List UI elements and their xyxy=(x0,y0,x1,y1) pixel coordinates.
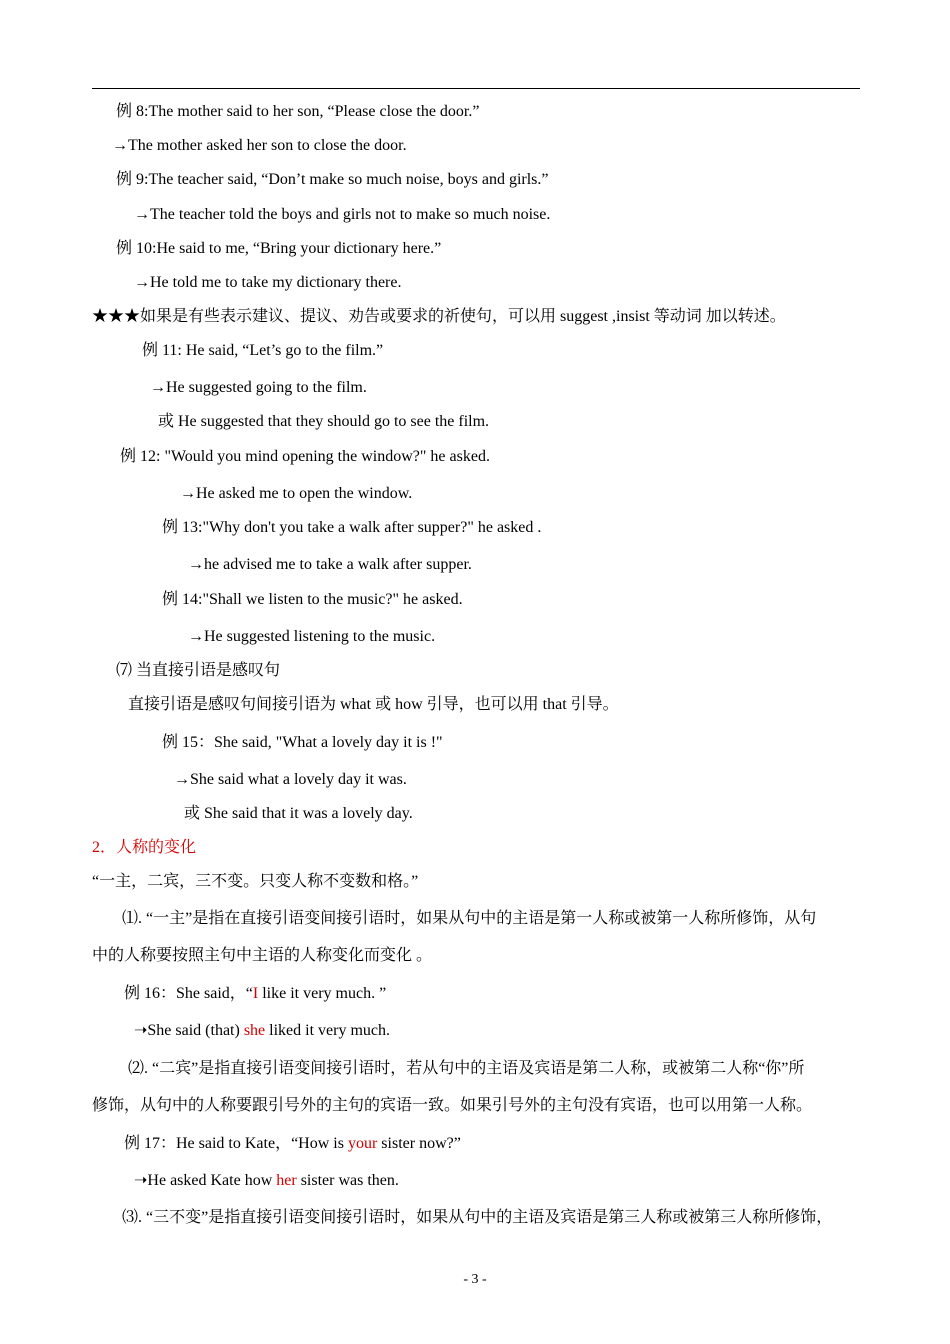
example-8-answer: →The mother asked her son to close the door. xyxy=(112,137,407,154)
example-15-answer: →She said what a lovely day it was. xyxy=(174,771,407,788)
example-13: 例 13:"Why don't you take a walk after supper?" he asked . xyxy=(162,519,542,536)
example-9-answer: →The teacher told the boys and girls not to make so much noise. xyxy=(134,206,551,223)
example-13-answer: →he advised me to take a walk after supper. xyxy=(188,556,472,573)
imperative-suggest-note: ★★★如果是有些表示建议、提议、劝告或要求的祈使句，可以用 suggest ,insist 等动词 加以转述。 xyxy=(92,308,786,325)
example-17: 例 17：He said to Kate，“How is your sister now?” xyxy=(124,1135,461,1152)
page-number: - 3 - xyxy=(463,1272,487,1287)
example-11: 例 11: He said, “Let’s go to the film.” xyxy=(142,342,384,359)
example-8: 例 8:The mother said to her son, “Please close the door.” xyxy=(116,103,480,120)
example-11-alt-answer: 或 He suggested that they should go to see the film. xyxy=(158,413,490,430)
example-12: 例 12: "Would you mind opening the window?" he asked. xyxy=(120,448,490,465)
example-16: 例 16：She said，“I like it very much. ” xyxy=(124,985,387,1002)
example-15-alt-answer: 或 She said that it was a lovely day. xyxy=(184,805,413,822)
exclamatory-rule: 直接引语是感叹句间接引语为 what 或 how 引导，也可以用 that 引导。 xyxy=(128,696,619,713)
example-14: 例 14:"Shall we listen to the music?" he asked. xyxy=(162,591,463,608)
highlight-pronoun: your xyxy=(347,1135,378,1152)
highlight-pronoun: her xyxy=(276,1172,297,1189)
example-17-answer: ➝He asked Kate how her sister was then. xyxy=(134,1172,399,1189)
rule-2-line-1: ⑵. “二宾”是指直接引语变间接引语时，若从句中的主语及宾语是第二人称，或被第二人称“你”所 xyxy=(128,1060,805,1077)
header-rule xyxy=(92,88,860,89)
example-12-answer: →He asked me to open the window. xyxy=(180,485,413,502)
example-9: 例 9:The teacher said, “Don’t make so much noise, boys and girls.” xyxy=(116,171,549,188)
example-14-answer: →He suggested listening to the music. xyxy=(188,628,436,645)
rule-3-line-1: ⑶. “三不变”是指直接引语变间接引语时，如果从句中的主语及宾语是第三人称或被第三人称所修饰， xyxy=(122,1209,833,1226)
example-10: 例 10:He said to me, “Bring your dictionary here.” xyxy=(116,240,442,257)
rule-2-line-2: 修饰，从句中的人称要跟引号外的主句的宾语一致。如果引号外的主句没有宾语，也可以用第一人称。 xyxy=(92,1097,813,1114)
rule-1-line-1: ⑴. “一主”是指在直接引语变间接引语时，如果从句中的主语是第一人称或被第一人称所修饰，从句 xyxy=(122,910,817,927)
mnemonic-rule: “一主，二宾，三不变。只变人称不变数和格。” xyxy=(92,873,419,890)
section-heading-person-change: 2．人称的变化 xyxy=(92,839,197,856)
example-16-answer: ➝She said (that) she liked it very much. xyxy=(134,1022,391,1039)
example-11-answer: →He suggested going to the film. xyxy=(150,379,367,396)
example-15: 例 15：She said, "What a lovely day it is !" xyxy=(162,734,443,751)
rule-1-line-2: 中的人称要按照主句中主语的人称变化而变化 。 xyxy=(92,947,433,964)
example-10-answer: →He told me to take my dictionary there. xyxy=(134,274,402,291)
exclamatory-heading: ⑺ 当直接引语是感叹句 xyxy=(116,662,281,679)
highlight-pronoun: she xyxy=(243,1022,266,1039)
highlight-pronoun: I xyxy=(252,985,259,1002)
